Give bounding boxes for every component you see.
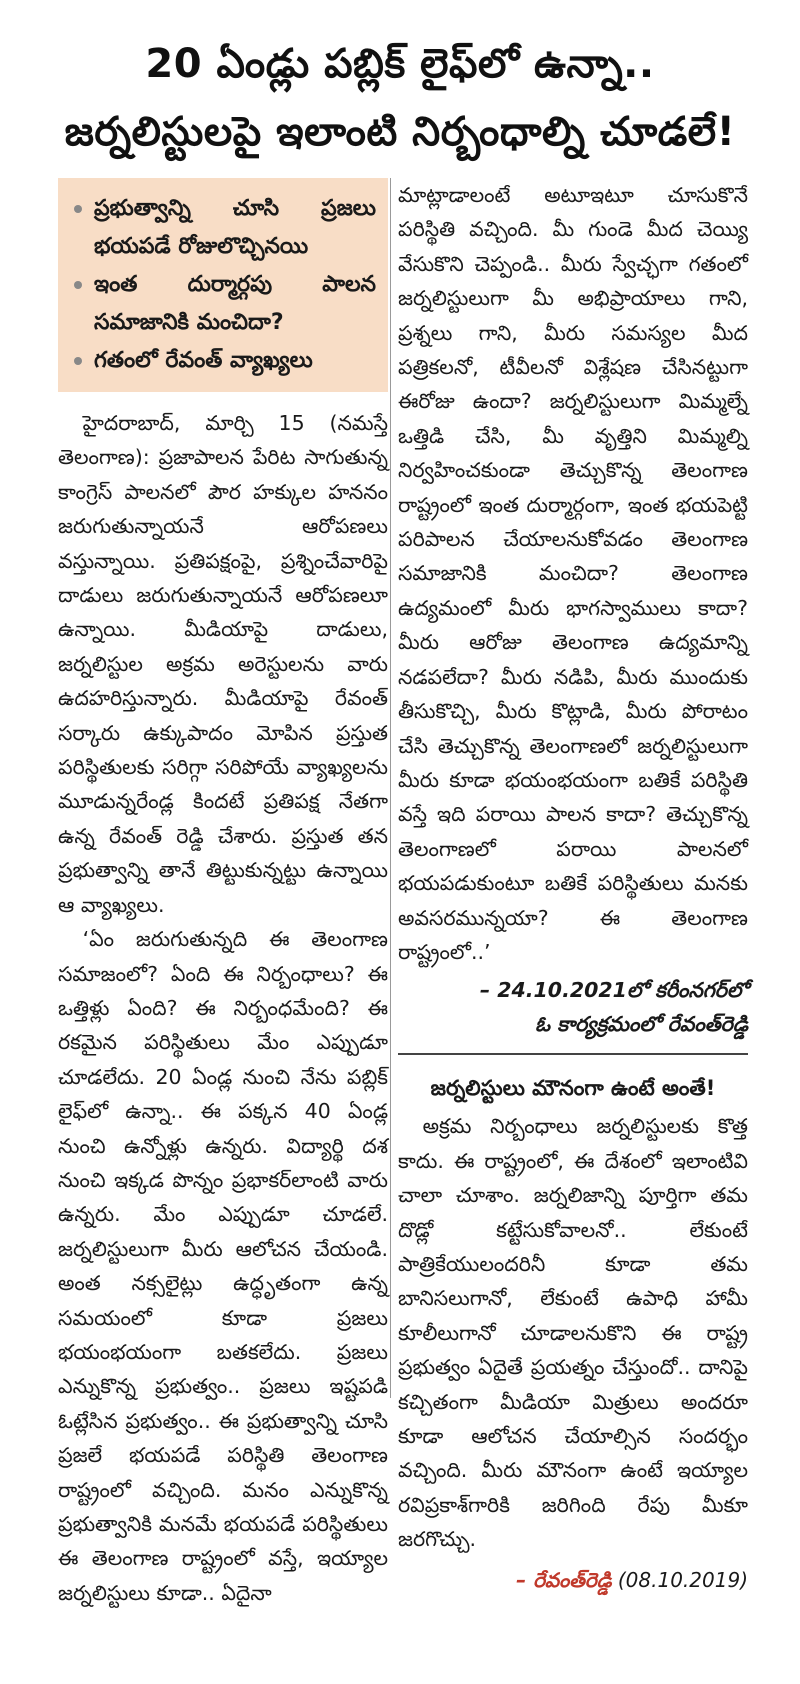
column-divider — [390, 178, 391, 1398]
highlight-item: ఇంత దుర్మార్గపు పాలన సమాజానికి మంచిదా? — [72, 266, 376, 342]
quote-attribution: – 24.10.2021లో కరీంనగర్‌లో ఓ కార్యక్రమంలో రేవంత్‌రెడ్డి — [479, 978, 748, 1037]
headline — [40, 30, 760, 166]
section-subheading: జర్నలిస్టులు మౌనంగా ఉంటే అంతే! — [430, 1076, 716, 1101]
highlights-box — [58, 178, 388, 392]
highlight-item: గతంలో రేవంత్ వ్యాఖ్యలు — [72, 342, 376, 380]
signoff — [398, 1563, 748, 1597]
right-column — [398, 178, 748, 1597]
quote-paragraph-continued: మాట్లాడాలంటే అటూఇటూ చూసుకొనే పరిస్థితి వచ్చింది. మీ గుండె మీద చెయ్యి వేసుకొని చెప్పండి.. మీరు స్వేచ్ఛగా గతంలో జర్నలిస్టులుగా మీ అభిప్రాయాలు గాని, ప్రశ్నలు గాని, మీరు సమస్యల మీద పత్రికలనో, టీవీలనో విశ్లేషణ చేసినట్టుగా ఈరోజు ఉందా? జర్నలిస్టులుగా మిమ్మల్నే ఒత్తిడి చేసి, మీ వృత్తిని మిమ్మల్ని నిర్వహించకుండా తెచ్చుకొన్న తెలంగాణ రాష్ట్రంలో ఇంత దుర్మార్గంగా, ఇంత భయపెట్టి పరిపాలన చేయాలనుకోవడం తెలంగాణ సమాజానికి మంచిదా? తెలంగాణ ఉద్యమంలో మీరు భాగస్వాములు కాదా? మీరు ఆరోజు తెలంగాణ ఉద్యమాన్ని నడపలేదా? మీరు నడిపి, మీరు ముందుకు తీసుకొచ్చి, మీరు కొట్లాడి, మీరు పోరాటం చేసి తెచ్చుకొన్న తెలంగాణలో జర్నలిస్టులుగా మీరు కూడా భయంభయంగా బతికే పరిస్థితి వస్తే ఇది పరాయి పాలన కాదా? తెచ్చుకొన్న తెలంగాణలో పరాయి పాలనలో భయపడుకుంటూ బతికే పరిస్థితులు మనకు అవసరమున్నయా? ఈ తెలంగాణ రాష్ట్రంలో..’ — [398, 183, 748, 964]
left-column — [58, 178, 388, 1610]
headline-line-2: జర్నలిస్టులపై ఇలాంటి నిర్బంధాల్ని చూడలే! — [64, 109, 736, 155]
signoff-name: – రేవంత్‌రెడ్డి — [516, 1567, 612, 1592]
headline-line-1: 20 ఏండ్లు పబ్లిక్ లైఫ్‌లో ఉన్నా.. — [145, 41, 655, 87]
quote-paragraph: ‘ఏం జరుగుతున్నది ఈ తెలంగాణ సమాజంలో? ఏంది ఈ నిర్బంధాలు? ఈ ఒత్తిళ్లు ఏంది? ఈ నిర్బంధమేంది? ఈ రకమైన పరిస్థితులు మేం ఎప్పుడూ చూడలేదు. 20 ఏండ్ల నుంచి నేను పబ్లిక్ లైఫ్‌లో ఉన్నా.. ఈ పక్కన 40 ఏండ్ల నుంచి ఉన్నోళ్లు ఉన్నరు. విద్యార్థి దశ నుంచి ఇక్కడ పొన్నం ప్రభాకర్‌లాంటి వారు ఉన్నరు. మేం ఎప్పుడూ చూడలే. జర్నలిస్టులుగా మీరు ఆలోచన చేయండి. అంత నక్సలైట్లు ఉద్ధృతంగా ఉన్న సమయంలో కూడా ప్రజలు భయంభయంగా బతకలేదు. ప్రజలు ఎన్నుకొన్న ప్రభుత్వం.. ప్రజలు ఇష్టపడి ఓట్లేసిన ప్రభుత్వం.. ఈ ప్రభుత్వాన్ని చూసి ప్రజలే భయపడే పరిస్థితి తెలంగాణ రాష్ట్రంలో వచ్చింది. మనం ఎన్నుకొన్న ప్రభుత్వానికి మనమే భయపడే పరిస్థితులు ఈ తెలంగాణ రాష్ట్రంలో వస్తే, ఇయ్యాల జర్నలిస్టులు కూడా.. ఏదైనా — [58, 927, 388, 1605]
second-quote-paragraph: అక్రమ నిర్బంధాలు జర్నలిస్టులకు కొత్త కాదు. ఈ రాష్ట్రంలో, ఈ దేశంలో ఇలాంటివి చాలా చూశాం. జర్నలిజాన్ని పూర్తిగా తమ దొడ్లో కట్టేసుకోవాలనో.. లేకుంటే పాత్రికేయులందరినీ కూడా తమ బానిసలుగానో, లేకుంటే ఉపాధి హామీ కూలీలుగానో చూడాలనుకొని ఈ రాష్ట్ర ప్రభుత్వం ఏదైతే ప్రయత్నం చేస్తుందో.. దానిపై కచ్చితంగా మీడియా మిత్రులు అందరూ కూడా ఆలోచన చేయాల్సిన సందర్భం వచ్చింది. మీరు మౌనంగా ఉంటే ఇయ్యాల రవిప్రకాశ్‌గారికి జరిగింది రేపు మీకూ జరగొచ్చు. — [398, 1114, 748, 1552]
article-paragraph: హైదరాబాద్, మార్చి 15 (నమస్తే తెలంగాణ): ప్రజాపాలన పేరిట సాగుతున్న కాంగ్రెస్ పాలనలో పౌర హక్కుల హననం జరుగుతున్నాయనే ఆరోపణలు వస్తున్నాయి. ప్రతిపక్షంపై, ప్రశ్నించేవారిపై దాడులు జరుగుతున్నాయనే ఆరోపణలూ ఉన్నాయి. మీడియాపై దాడులు, జర్నలిస్టుల అక్రమ అరెస్టులను వారు ఉదహరిస్తున్నారు. మీడియాపై రేవంత్ సర్కారు ఉక్కుపాదం మోపిన ప్రస్తుత పరిస్థితులకు సరిగ్గా సరిపోయే వ్యాఖ్యలను మూడున్నరేండ్ల కిందటే ప్రతిపక్ష నేతగా ఉన్న రేవంత్ రెడ్డి చేశారు. ప్రస్తుత తన ప్రభుత్వాన్ని తానే తిట్టుకున్నట్టు ఉన్నాయి ఆ వ్యాఖ్యలు. — [58, 411, 388, 917]
signoff-date: (08.10.2019) — [617, 1567, 748, 1592]
highlight-item: ప్రభుత్వాన్ని చూసి ప్రజలు భయపడే రోజులొచ్చినయి — [72, 190, 376, 266]
section-divider — [398, 1053, 748, 1055]
